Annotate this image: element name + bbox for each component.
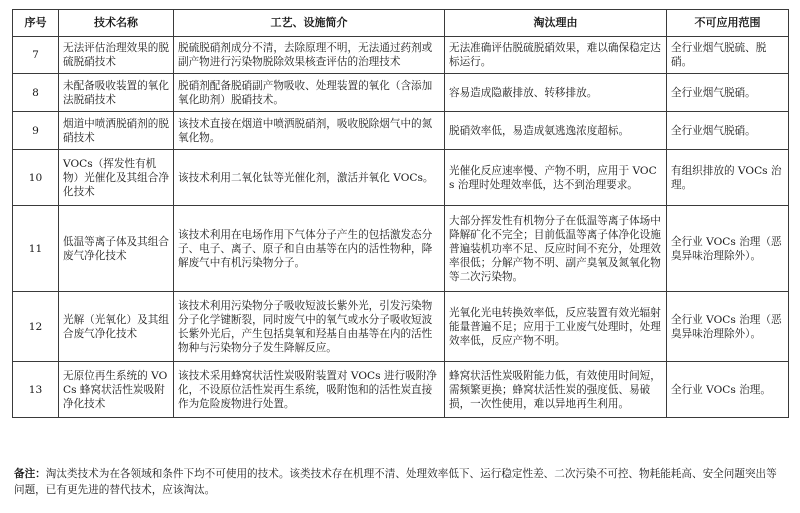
cell-elimination-reason: 脱硝效率低，易造成氨逃逸浓度超标。 xyxy=(445,112,667,150)
cell-process-description: 该技术直接在烟道中喷洒脱硝剂，吸收脱除烟气中的氮氧化物。 xyxy=(174,112,445,150)
cell-prohibited-scope: 全行业烟气脱硝。 xyxy=(667,74,789,112)
cell-prohibited-scope: 全行业 VOCs 治理（恶臭异味治理除外）。 xyxy=(667,292,789,362)
cell-tech-name: 低温等离子体及其组合废气净化技术 xyxy=(59,206,174,292)
table-row xyxy=(13,206,789,292)
cell-serial-no: 12 xyxy=(13,292,59,362)
header-tech-name: 技术名称 xyxy=(59,10,174,37)
cell-serial-no: 11 xyxy=(13,206,59,292)
table-header-row xyxy=(13,10,789,37)
cell-process-description: 脱硝剂配备脱硝副产物吸收、处理装置的氧化（含添加氧化助剂）脱硝技术。 xyxy=(174,74,445,112)
cell-elimination-reason: 大部分挥发性有机物分子在低温等离子体场中降解矿化不完全；目前低温等离子体净化设施普遍装机功率不足、反应时间不充分，处理效率很低；分解产物不明、副产臭氧及氮氧化物等二次污染物。 xyxy=(445,206,667,292)
obsolete-technology-table xyxy=(12,9,789,418)
cell-prohibited-scope: 全行业 VOCs 治理（恶臭异味治理除外）。 xyxy=(667,206,789,292)
header-process-description: 工艺、设施简介 xyxy=(174,10,445,37)
table-row xyxy=(13,150,789,206)
cell-elimination-reason: 无法准确评估脱硫脱硝效果，难以确保稳定达标运行。 xyxy=(445,37,667,74)
footnote-label: 备注： xyxy=(14,468,46,480)
table-row xyxy=(13,112,789,150)
table-row xyxy=(13,292,789,362)
cell-elimination-reason: 蜂窝状活性炭吸附能力低，有效使用时间短，需频繁更换；蜂窝状活性炭的强度低、易破损，一次性使用，难以异地再生利用。 xyxy=(445,362,667,418)
cell-process-description: 该技术利用在电场作用下气体分子产生的包括激发态分子、电子、离子、原子和自由基等在内的活性物种，降解废气中有机污染物分子。 xyxy=(174,206,445,292)
cell-prohibited-scope: 全行业 VOCs 治理。 xyxy=(667,362,789,418)
footnote-text: 淘汰类技术为在各领域和条件下均不可使用的技术。该类技术存在机理不清、处理效率低下、运行稳定性差、二次污染不可控、物耗能耗高、安全问题突出等问题，已有更先进的替代技术，应该淘汰。 xyxy=(14,468,777,496)
cell-serial-no: 9 xyxy=(13,112,59,150)
cell-elimination-reason: 光氧化光电转换效率低，反应装置有效光辐射能量普遍不足；应用于工业废气处理时，处理效率低，反应产物不明。 xyxy=(445,292,667,362)
cell-serial-no: 8 xyxy=(13,74,59,112)
cell-serial-no: 7 xyxy=(13,37,59,74)
cell-process-description: 该技术利用二氧化钛等光催化剂，激活并氧化 VOCs。 xyxy=(174,150,445,206)
cell-prohibited-scope: 有组织排放的 VOCs 治理。 xyxy=(667,150,789,206)
table-row xyxy=(13,37,789,74)
cell-elimination-reason: 容易造成隐蔽排放、转移排放。 xyxy=(445,74,667,112)
cell-serial-no: 10 xyxy=(13,150,59,206)
cell-tech-name: 光解（光氧化）及其组合废气净化技术 xyxy=(59,292,174,362)
cell-prohibited-scope: 全行业烟气脱硫、脱硝。 xyxy=(667,37,789,74)
cell-tech-name: VOCs（挥发性有机物）光催化及其组合净化技术 xyxy=(59,150,174,206)
cell-process-description: 该技术采用蜂窝状活性炭吸附装置对 VOCs 进行吸附净化，不设原位活性炭再生系统，吸附饱和的活性炭直接作为危险废物进行处置。 xyxy=(174,362,445,418)
cell-tech-name: 无法评估治理效果的脱硫脱硝技术 xyxy=(59,37,174,74)
cell-prohibited-scope: 全行业烟气脱硝。 xyxy=(667,112,789,150)
table-row xyxy=(13,74,789,112)
header-elimination-reason: 淘汰理由 xyxy=(445,10,667,37)
cell-tech-name: 烟道中喷洒脱硝剂的脱硝技术 xyxy=(59,112,174,150)
table-row xyxy=(13,362,789,418)
cell-process-description: 该技术利用污染物分子吸收短波长紫外光，引发污染物分子化学键断裂，同时废气中的氧气或水分子吸收短波长紫外光后，产生包括臭氧和羟基自由基等在内的活性物种与污染物分子发生降解反应。 xyxy=(174,292,445,362)
cell-serial-no: 13 xyxy=(13,362,59,418)
cell-tech-name: 无原位再生系统的 VOCs 蜂窝状活性炭吸附净化技术 xyxy=(59,362,174,418)
cell-tech-name: 未配备吸收装置的氧化法脱硝技术 xyxy=(59,74,174,112)
cell-process-description: 脱硫脱硝剂成分不清，去除原理不明，无法通过药剂或副产物进行污染物脱除效果核查评估的治理技术 xyxy=(174,37,445,74)
header-prohibited-scope: 不可应用范围 xyxy=(667,10,789,37)
cell-elimination-reason: 光催化反应速率慢、产物不明，应用于 VOCs 治理时处理效率低，达不到治理要求。 xyxy=(445,150,667,206)
header-serial-no: 序号 xyxy=(13,10,59,37)
footnote xyxy=(14,466,786,498)
